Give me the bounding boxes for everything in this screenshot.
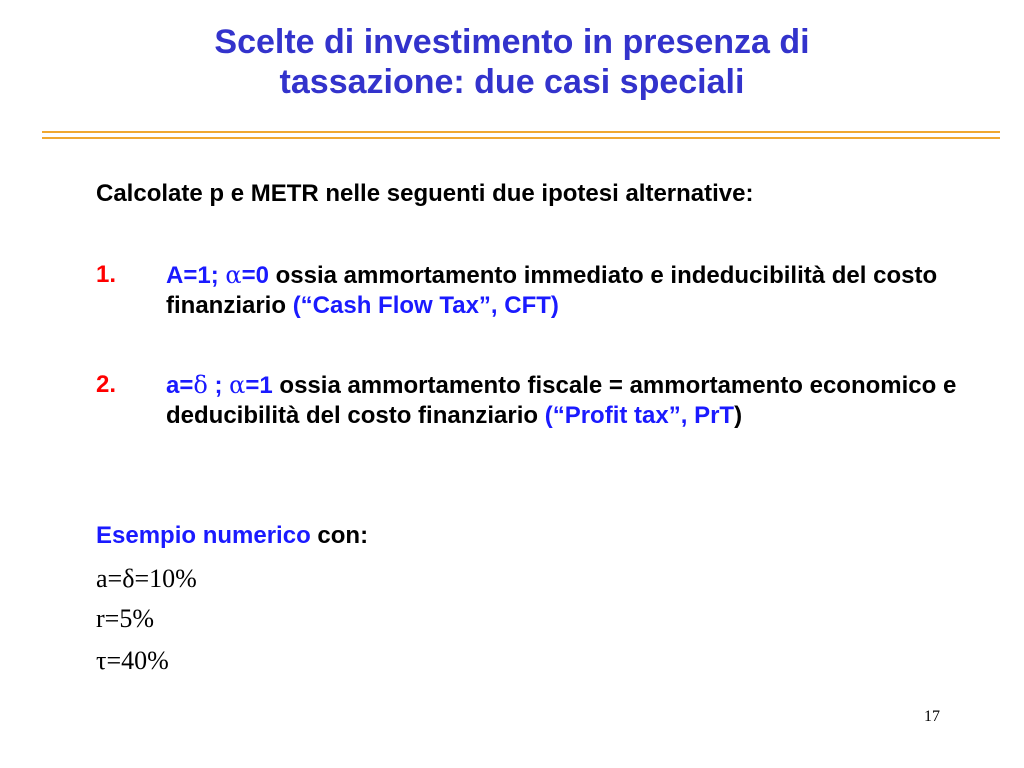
list-item-text (166, 260, 976, 321)
delta-symbol: δ (193, 371, 208, 399)
item-tax-name: (“Profit tax”, PrT (544, 402, 735, 429)
title-line-1: Scelte di investimento in presenza di (214, 23, 810, 61)
param-tau: τ=40% (96, 646, 169, 675)
title-divider-bottom (42, 137, 1000, 139)
label-suffix: =1 (245, 372, 273, 399)
item-label (166, 372, 273, 399)
intro-text: Calcolate p e METR nelle seguenti due ipotesi alternative: (96, 180, 754, 207)
label-separator: ; (207, 372, 230, 399)
param-r: r=5% (96, 604, 154, 633)
title-divider-top (42, 131, 1000, 133)
alpha-symbol: α (229, 371, 246, 399)
example-heading-label: Esempio numerico (96, 522, 311, 549)
label-suffix: =0 (241, 262, 269, 289)
item-description: ossia ammortamento immediato e indeducibilità del costo finanziario (166, 262, 938, 319)
list-item-text (166, 370, 976, 431)
list-item-prt (96, 370, 976, 431)
title-line-2: tassazione: due casi speciali (279, 63, 745, 101)
slide-title (0, 22, 1024, 102)
example-heading-suffix: con: (310, 522, 369, 549)
page-number: 17 (924, 708, 940, 725)
list-number: 1. (96, 261, 117, 288)
list-item-cft (96, 260, 976, 321)
item-description: ossia ammortamento fiscale = ammortamento economico e deducibilità del costo finanziario (166, 372, 957, 429)
alpha-symbol: α (225, 261, 242, 289)
item-label (166, 262, 269, 289)
label-prefix: a= (166, 372, 194, 399)
param-a-delta: a=δ=10% (96, 564, 197, 593)
example-heading (96, 521, 368, 551)
item-tax-name-close: ) (734, 402, 743, 429)
list-number: 2. (96, 371, 117, 398)
item-tax-name: (“Cash Flow Tax”, CFT) (292, 292, 559, 319)
label-prefix: A=1; (166, 262, 226, 289)
